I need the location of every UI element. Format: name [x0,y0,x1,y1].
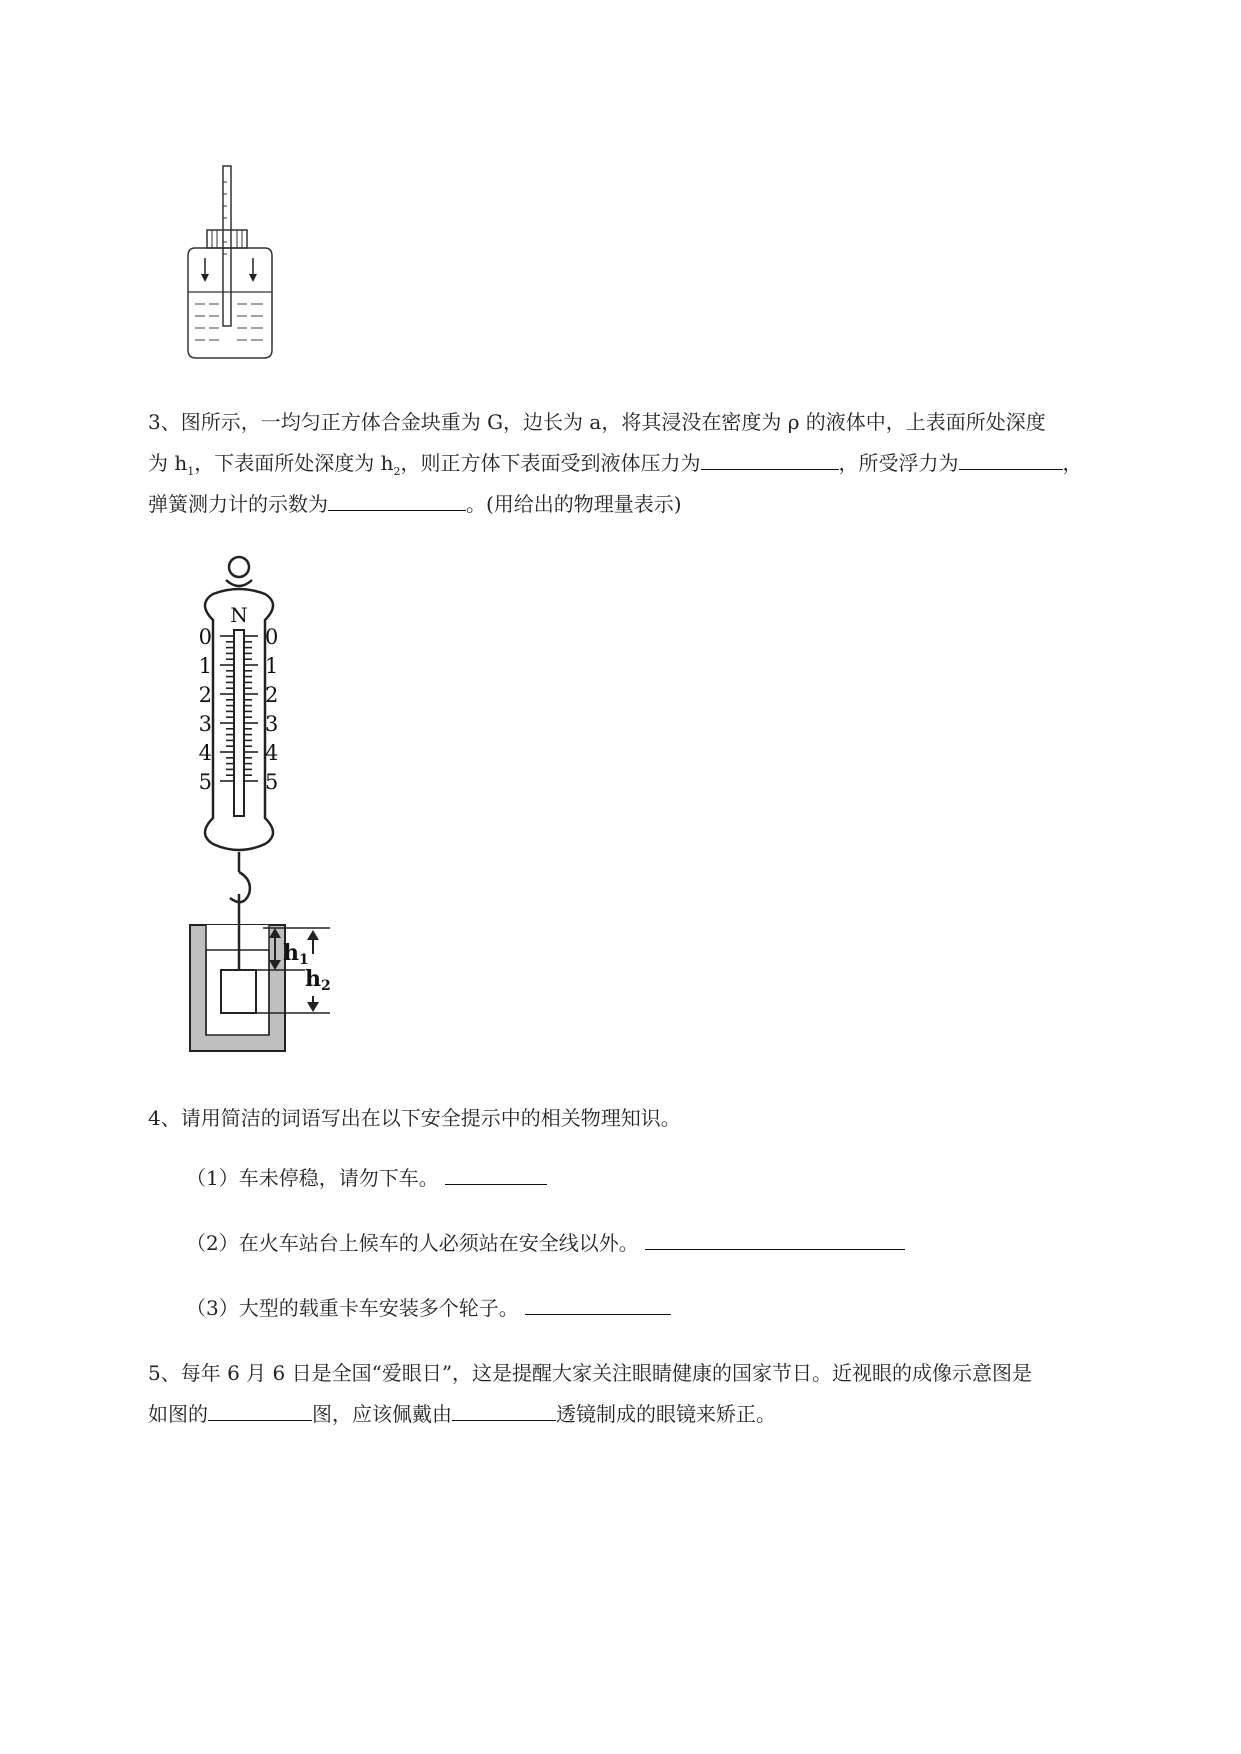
answer-blank[interactable] [452,1398,556,1421]
scale-tick-label: 5 [265,770,279,794]
q5-text: 透镜制成的眼镜来矫正。 [556,1402,776,1426]
q4-item-1 [186,1162,547,1193]
q5-line2 [148,1394,1158,1435]
scale-tick-label: 2 [265,683,279,707]
unit-label: N [230,603,248,627]
answer-blank[interactable] [328,488,466,511]
q3-sub-1: 1 [187,465,195,478]
scale-tick-label: 2 [198,683,212,707]
scale-tick-label: 3 [198,712,212,736]
q4-item-3 [186,1292,671,1323]
q5-text: 如图的 [148,1402,208,1426]
answer-blank[interactable] [959,447,1063,470]
q3-sub-2: 2 [393,465,401,478]
q3-text: ，则正方体下表面受到液体压力为 [400,451,701,475]
scale-tick-label: 0 [198,625,212,649]
q3-text: 。(用给出的物理量表示) [466,492,682,516]
scale-tick-label: 0 [265,625,279,649]
scale-tick-label: 5 [198,770,212,794]
scale-tick-label: 4 [265,741,279,765]
answer-blank[interactable] [525,1292,671,1315]
h2-label: h2 [305,966,331,994]
scale-ticks-left [220,636,234,781]
q3-text: ，所受浮力为 [838,451,959,475]
q4-item-text: （1）车未停稳，请勿下车。 [186,1166,439,1190]
h1-label: h1 [283,940,309,968]
q3-line1: 3、图所示，一均匀正方体合金块重为 G，边长为 a，将其浸没在密度为 ρ 的液体中，上表面所处深度 [148,410,1046,434]
q4-item-text: （3）大型的载重卡车安装多个轮子。 [186,1296,519,1320]
q3-text: 弹簧测力计的示数为 [148,492,328,516]
answer-blank[interactable] [208,1398,312,1421]
q3-text: 为 h [148,451,188,475]
scale-tick-label: 4 [198,741,212,765]
answer-blank[interactable] [645,1227,905,1250]
q4-item-2 [186,1227,905,1258]
bottle-figure [185,162,275,362]
q5-text: 图，应该佩戴由 [312,1402,452,1426]
scale-ticks-right [244,636,258,781]
scale-tick-label: 1 [265,654,279,678]
q4-stem: 4、请用简洁的词语写出在以下安全提示中的相关物理知识。 [148,1106,681,1130]
spring-scale-figure [185,550,375,1055]
q3-text: ， [1062,451,1083,475]
answer-blank[interactable] [445,1162,547,1185]
answer-blank[interactable] [701,447,839,470]
q4-item-text: （2）在火车站台上候车的人必须站在安全线以外。 [186,1231,639,1255]
q3-text: ，下表面所处深度为 h [194,451,394,475]
scale-tick-label: 3 [265,712,279,736]
q3-line3 [148,484,1158,525]
q5-line1: 5、每年 6 月 6 日是全国“爱眼日”，这是提醒大家关注眼睛健康的国家节日。近视眼的成像示意图是 [148,1361,1033,1385]
scale-tick-label: 1 [198,654,212,678]
